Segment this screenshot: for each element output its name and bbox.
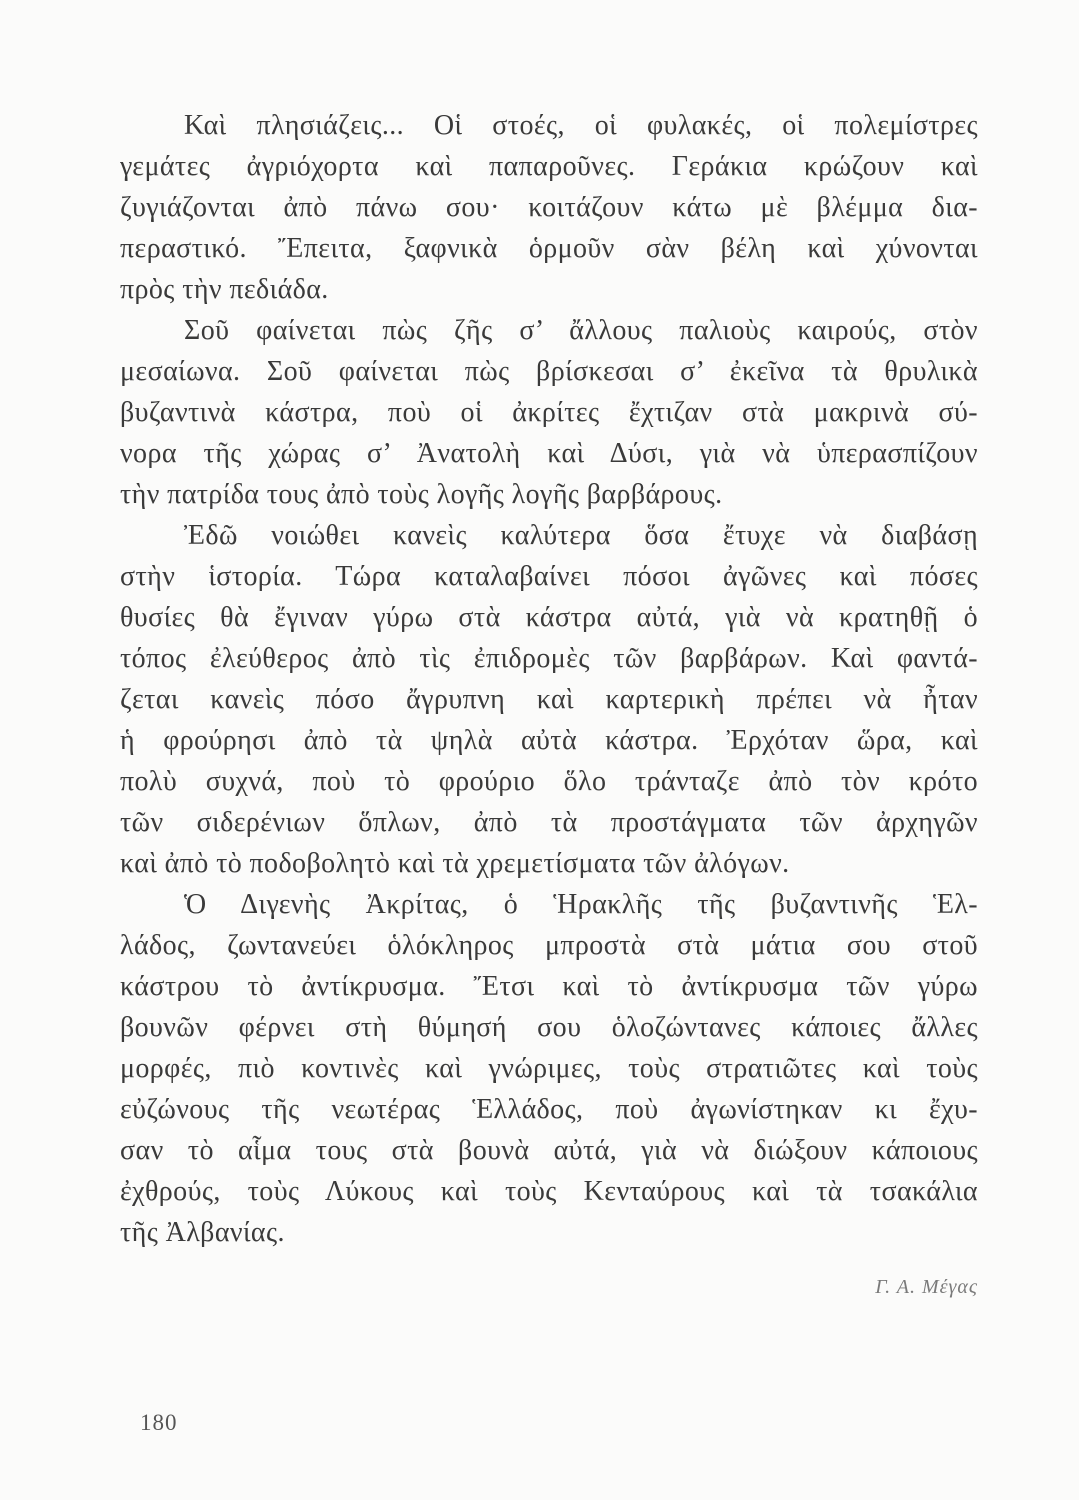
body-text	[120, 105, 978, 1253]
paragraph	[120, 105, 978, 310]
text-line: Καὶ πλησιάζεις... Οἱ στοές, οἱ φυλακές, οἱ πολεμίστρες	[184, 110, 978, 141]
text-line: κάστρου τὸ ἀντίκρυσμα. Ἔτσι καὶ τὸ ἀντίκρυσμα τῶν γύρω	[120, 971, 978, 1002]
text-line: πολὺ συχνά, ποὺ τὸ φρούριο ὅλο τράνταζε ἀπὸ τὸν κρότο	[120, 766, 978, 797]
paragraph	[120, 310, 978, 515]
text-line: Σοῦ φαίνεται πὼς ζῆς σ’ ἄλλους παλιοὺς καιρούς, στὸν	[184, 315, 978, 346]
text-line: ἡ φρούρησι ἀπὸ τὰ ψηλὰ αὐτὰ κάστρα. Ἐρχόταν ὥρα, καὶ	[120, 725, 978, 756]
author-signature: Γ. Α. Μέγας	[875, 1276, 978, 1298]
text-line: μορφές, πιὸ κοντινὲς καὶ γνώριμες, τοὺς στρατιῶτες καὶ τοὺς	[120, 1053, 978, 1084]
text-line: ζυγιάζονται ἀπὸ πάνω σου· κοιτάζουν κάτω μὲ βλέμμα δια-	[120, 192, 978, 223]
text-line: τῶν σιδερένιων ὅπλων, ἀπὸ τὰ προστάγματα τῶν ἀρχηγῶν	[120, 807, 978, 838]
text-line: βυζαντινὰ κάστρα, ποὺ οἱ ἀκρίτες ἔχτιζαν στὰ μακρινὰ σύ-	[120, 397, 978, 428]
text-line: τῆς Ἀλβανίας.	[120, 1217, 285, 1248]
text-line: πρὸς τὴν πεδιάδα.	[120, 274, 329, 305]
text-line: εὐζώνους τῆς νεωτέρας Ἑλλάδος, ποὺ ἀγωνίστηκαν κι ἔχυ-	[120, 1094, 978, 1125]
paragraph	[120, 515, 978, 884]
text-line: Ὁ Διγενὴς Ἀκρίτας, ὁ Ἡρακλῆς τῆς βυζαντινῆς Ἑλ-	[184, 889, 978, 920]
text-line: βουνῶν φέρνει στὴ θύμησή σου ὁλοζώντανες κάποιες ἄλλες	[120, 1012, 978, 1043]
text-line: γεμάτες ἀγριόχορτα καὶ παπαροῦνες. Γεράκια κρώζουν καὶ	[120, 151, 978, 182]
paragraph	[120, 884, 978, 1253]
text-line: ἐχθρούς, τοὺς Λύκους καὶ τοὺς Κενταύρους καὶ τὰ τσακάλια	[120, 1176, 978, 1207]
text-line: Ἐδῶ νοιώθει κανεὶς καλύτερα ὅσα ἔτυχε νὰ διαβάσῃ	[184, 520, 978, 551]
text-line: θυσίες θὰ ἔγιναν γύρω στὰ κάστρα αὐτά, γιὰ νὰ κρατηθῇ ὁ	[120, 602, 978, 633]
page-number: 180	[140, 1410, 178, 1435]
text-line: ζεται κανεὶς πόσο ἄγρυπνη καὶ καρτερικὴ πρέπει νὰ ἦταν	[120, 684, 978, 715]
text-line: μεσαίωνα. Σοῦ φαίνεται πὼς βρίσκεσαι σ’ ἐκεῖνα τὰ θρυλικὰ	[120, 356, 978, 387]
text-line: νορα τῆς χώρας σ’ Ἀνατολὴ καὶ Δύσι, γιὰ νὰ ὑπερασπίζουν	[120, 438, 978, 469]
text-line: σαν τὸ αἷμα τους στὰ βουνὰ αὐτά, γιὰ νὰ διώξουν κάποιους	[120, 1135, 978, 1166]
text-line: στὴν ἱστορία. Τώρα καταλαβαίνει πόσοι ἀγῶνες καὶ πόσες	[120, 561, 978, 592]
text-line: λάδος, ζωντανεύει ὁλόκληρος μπροστὰ στὰ μάτια σου στοῦ	[120, 930, 978, 961]
text-line: τόπος ἐλεύθερος ἀπὸ τὶς ἐπιδρομὲς τῶν βαρβάρων. Καὶ φαντά-	[120, 643, 978, 674]
text-line: περαστικό. Ἔπειτα, ξαφνικὰ ὁρμοῦν σὰν βέλη καὶ χύνονται	[120, 233, 978, 264]
text-line: καὶ ἀπὸ τὸ ποδοβολητὸ καὶ τὰ χρεμετίσματα τῶν ἀλόγων.	[120, 848, 790, 879]
text-line: τὴν πατρίδα τους ἀπὸ τοὺς λογῆς λογῆς βαρβάρους.	[120, 479, 723, 510]
